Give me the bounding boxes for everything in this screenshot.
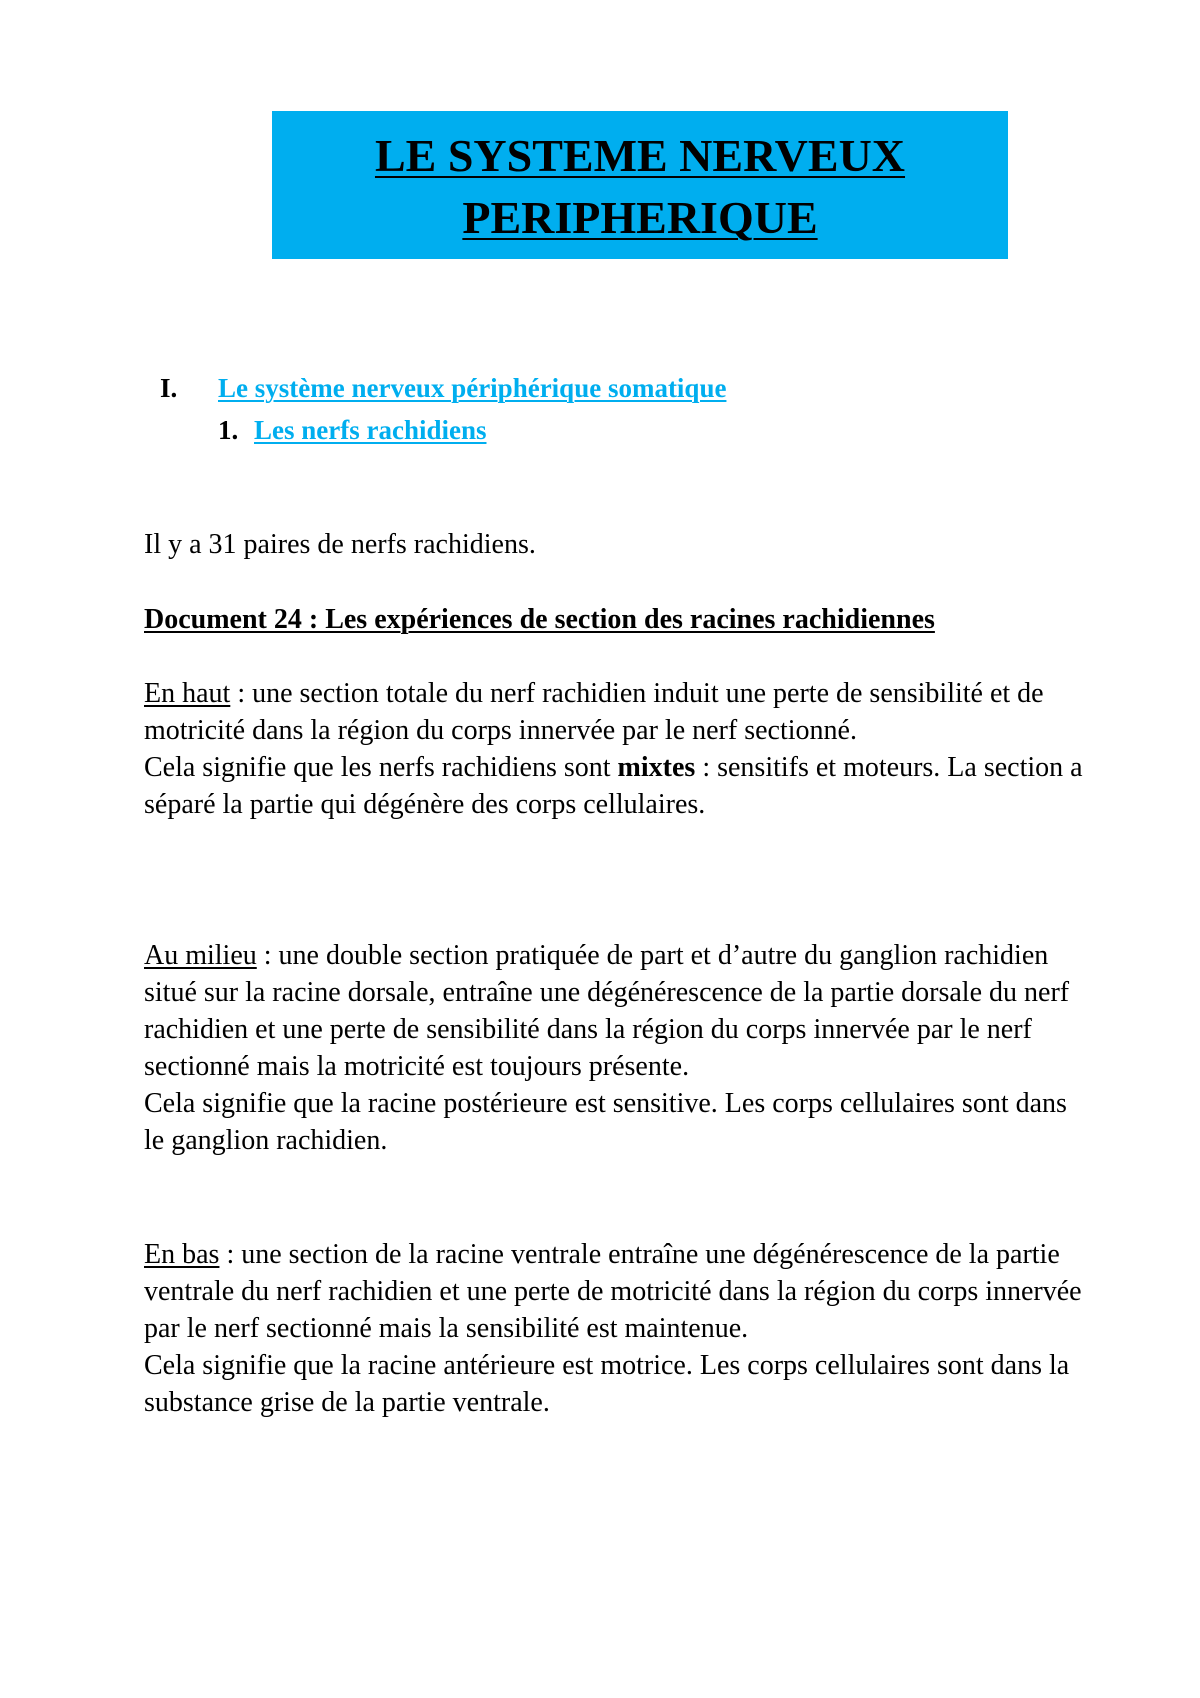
section-bottom-meaning: Cela signifie que la racine antérieure est motrice. Les corps cellulaires sont dans la substance grise de la partie ventrale. — [144, 1350, 1070, 1418]
intro-paragraph: Il y a 31 paires de nerfs rachidiens. — [144, 529, 536, 560]
title-line-1: LE SYSTEME NERVEUX — [374, 130, 906, 181]
section-top-meaning-bold: mixtes — [617, 752, 696, 783]
section-number: I. — [160, 373, 178, 403]
section-top-text: : une section totale du nerf rachidien induit une perte de sensibilité et de motricité dans la région du corps innervée par le nerf sectionné. — [144, 678, 1044, 746]
section-top — [144, 675, 1094, 823]
section-middle-meaning: Cela signifie que la racine postérieure est sensitive. Les corps cellulaires sont dans le ganglion rachidien. — [144, 1088, 1067, 1156]
section-heading-link[interactable]: Le système nerveux périphérique somatique — [218, 373, 727, 403]
section-top-description — [144, 675, 1094, 749]
section-middle-label: Au milieu — [144, 940, 257, 971]
subsection-heading — [218, 414, 487, 446]
title-line-2: PERIPHERIQUE — [462, 192, 818, 243]
section-middle-text: : une double section pratiquée de part et d’autre du ganglion rachidien situé sur la racine dorsale, entraîne une dégénérescence de la partie dorsale du nerf rachidien et une perte de sensibilité dans la région du corps innervée par le nerf sectionné mais la motricité est toujours présente. — [144, 940, 1070, 1082]
section-top-label: En haut — [144, 678, 231, 709]
section-top-meaning-after: : sensitifs et moteurs. La section a séparé la partie qui dégénère des corps cellulaires. — [144, 752, 1083, 820]
section-bottom-description — [144, 1236, 1094, 1347]
title-banner — [272, 111, 1008, 259]
subsection-number: 1. — [218, 415, 239, 445]
section-top-meaning — [144, 749, 1094, 823]
section-top-meaning-before: Cela signifie que les nerfs rachidiens sont — [144, 752, 618, 783]
subsection-heading-link[interactable]: Les nerfs rachidiens — [254, 415, 487, 445]
section-heading — [160, 372, 726, 404]
section-bottom-text: : une section de la racine ventrale entraîne une dégénérescence de la partie ventrale du nerf rachidien et une perte de motricité dans la région du corps innervée par le nerf sectionné mais la sensibilité est maintenue. — [144, 1239, 1082, 1344]
section-bottom — [144, 1236, 1094, 1421]
section-middle-description — [144, 937, 1094, 1085]
section-middle — [144, 937, 1094, 1159]
document-title: Document 24 : Les expériences de section des racines rachidiennes — [144, 604, 935, 635]
section-bottom-label: En bas — [144, 1239, 220, 1270]
